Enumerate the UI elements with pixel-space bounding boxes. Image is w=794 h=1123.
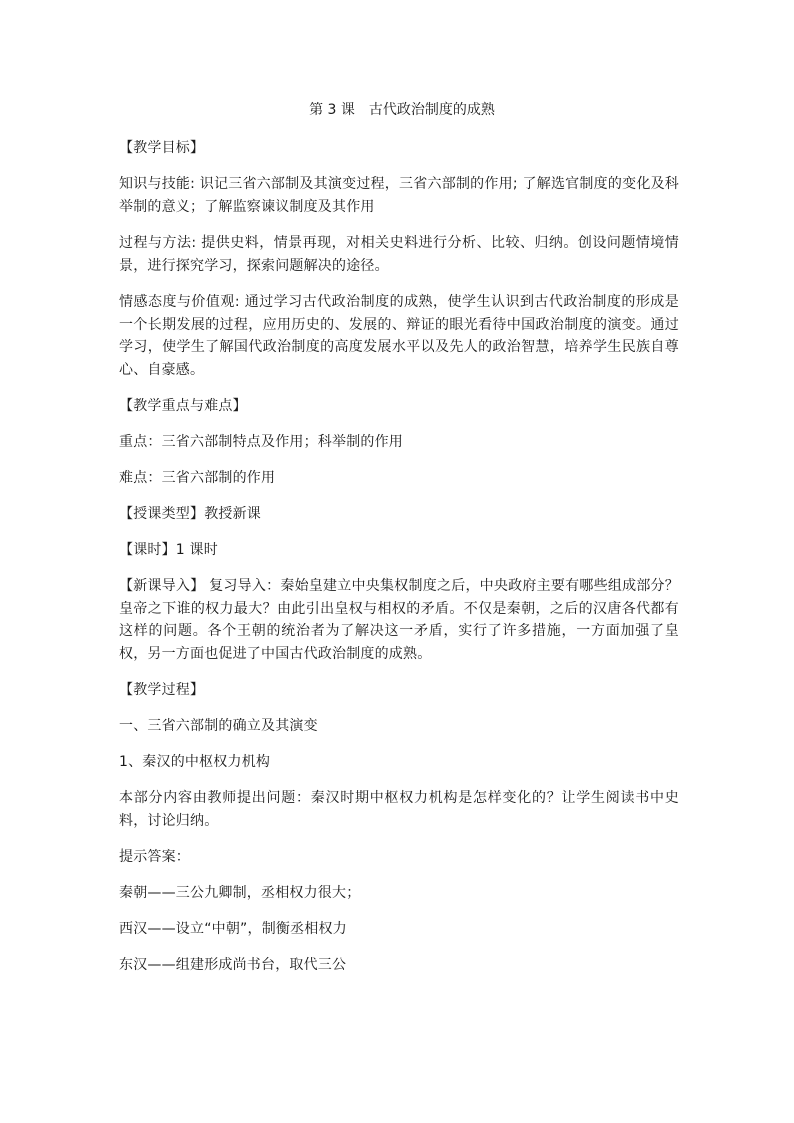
list-item-western-han: 西汉——设立“中朝”，制衡丞相权力 xyxy=(119,921,347,937)
paragraph-process-method: 过程与方法: 提供史料，情景再现，对相关史料进行分析、比较、归纳。创设问题情境情景，进行探究学习，探索问题解决的途径。 xyxy=(119,235,679,274)
paragraph-class-hours: 【课时】1 课时 xyxy=(119,542,218,558)
paragraph-difficult-point: 难点：三省六部制的作用 xyxy=(119,470,276,486)
paragraph-answer-label: 提示答案： xyxy=(119,849,190,865)
paragraph-introduction: 【新课导入】 复习导入：秦始皇建立中央集权制度之后，中央政府主要有哪些组成部分？皇帝之下谁的权力最大？由此引出皇权与相权的矛盾。不仅是秦朝，之后的汉唐各代都有这样的问题。各个王朝的统治者为了解决这一矛盾，实行了许多措施，一方面加强了皇权，另一方面也促进了中国古代政治制度的成熟。 xyxy=(119,578,679,662)
paragraph-knowledge-skills: 知识与技能: 识记三省六部制及其演变过程，三省六部制的作用; 了解选官制度的变化及科举制的意义；了解监察谏议制度及其作用 xyxy=(119,176,679,215)
paragraph-attitude-values: 情感态度与价值观: 通过学习古代政治制度的成熟，使学生认识到古代政治制度的形成是一个长期发展的过程，应用历史的、发展的、辩证的眼光看待中国政治制度的演变。通过学习，使学生了解国代政治制度的高度发展水平以及先人的政治智慧，培养学生民族自尊心、自豪感。 xyxy=(119,294,679,378)
section-heading-1: 一、三省六部制的确立及其演变 xyxy=(119,718,318,734)
heading-teaching-objectives: 【教学目标】 xyxy=(119,140,205,156)
paragraph-lesson-type: 【授课类型】教授新课 xyxy=(119,506,261,522)
heading-teaching-process: 【教学过程】 xyxy=(119,682,205,698)
paragraph-section-question: 本部分内容由教师提出问题：秦汉时期中枢权力机构是怎样变化的？让学生阅读书中史料，讨论归纳。 xyxy=(119,790,679,829)
subsection-heading-1: 1、秦汉的中枢权力机构 xyxy=(119,754,271,770)
paragraph-key-point: 重点：三省六部制特点及作用；科举制的作用 xyxy=(119,434,403,450)
list-item-qin: 秦朝——三公九卿制，丞相权力很大； xyxy=(119,885,361,901)
heading-key-points: 【教学重点与难点】 xyxy=(119,398,247,414)
lesson-title: 第 3 课 古代政治制度的成熟 xyxy=(309,102,495,118)
list-item-eastern-han: 东汉——组建形成尚书台，取代三公 xyxy=(119,957,347,973)
document-body xyxy=(119,99,679,990)
